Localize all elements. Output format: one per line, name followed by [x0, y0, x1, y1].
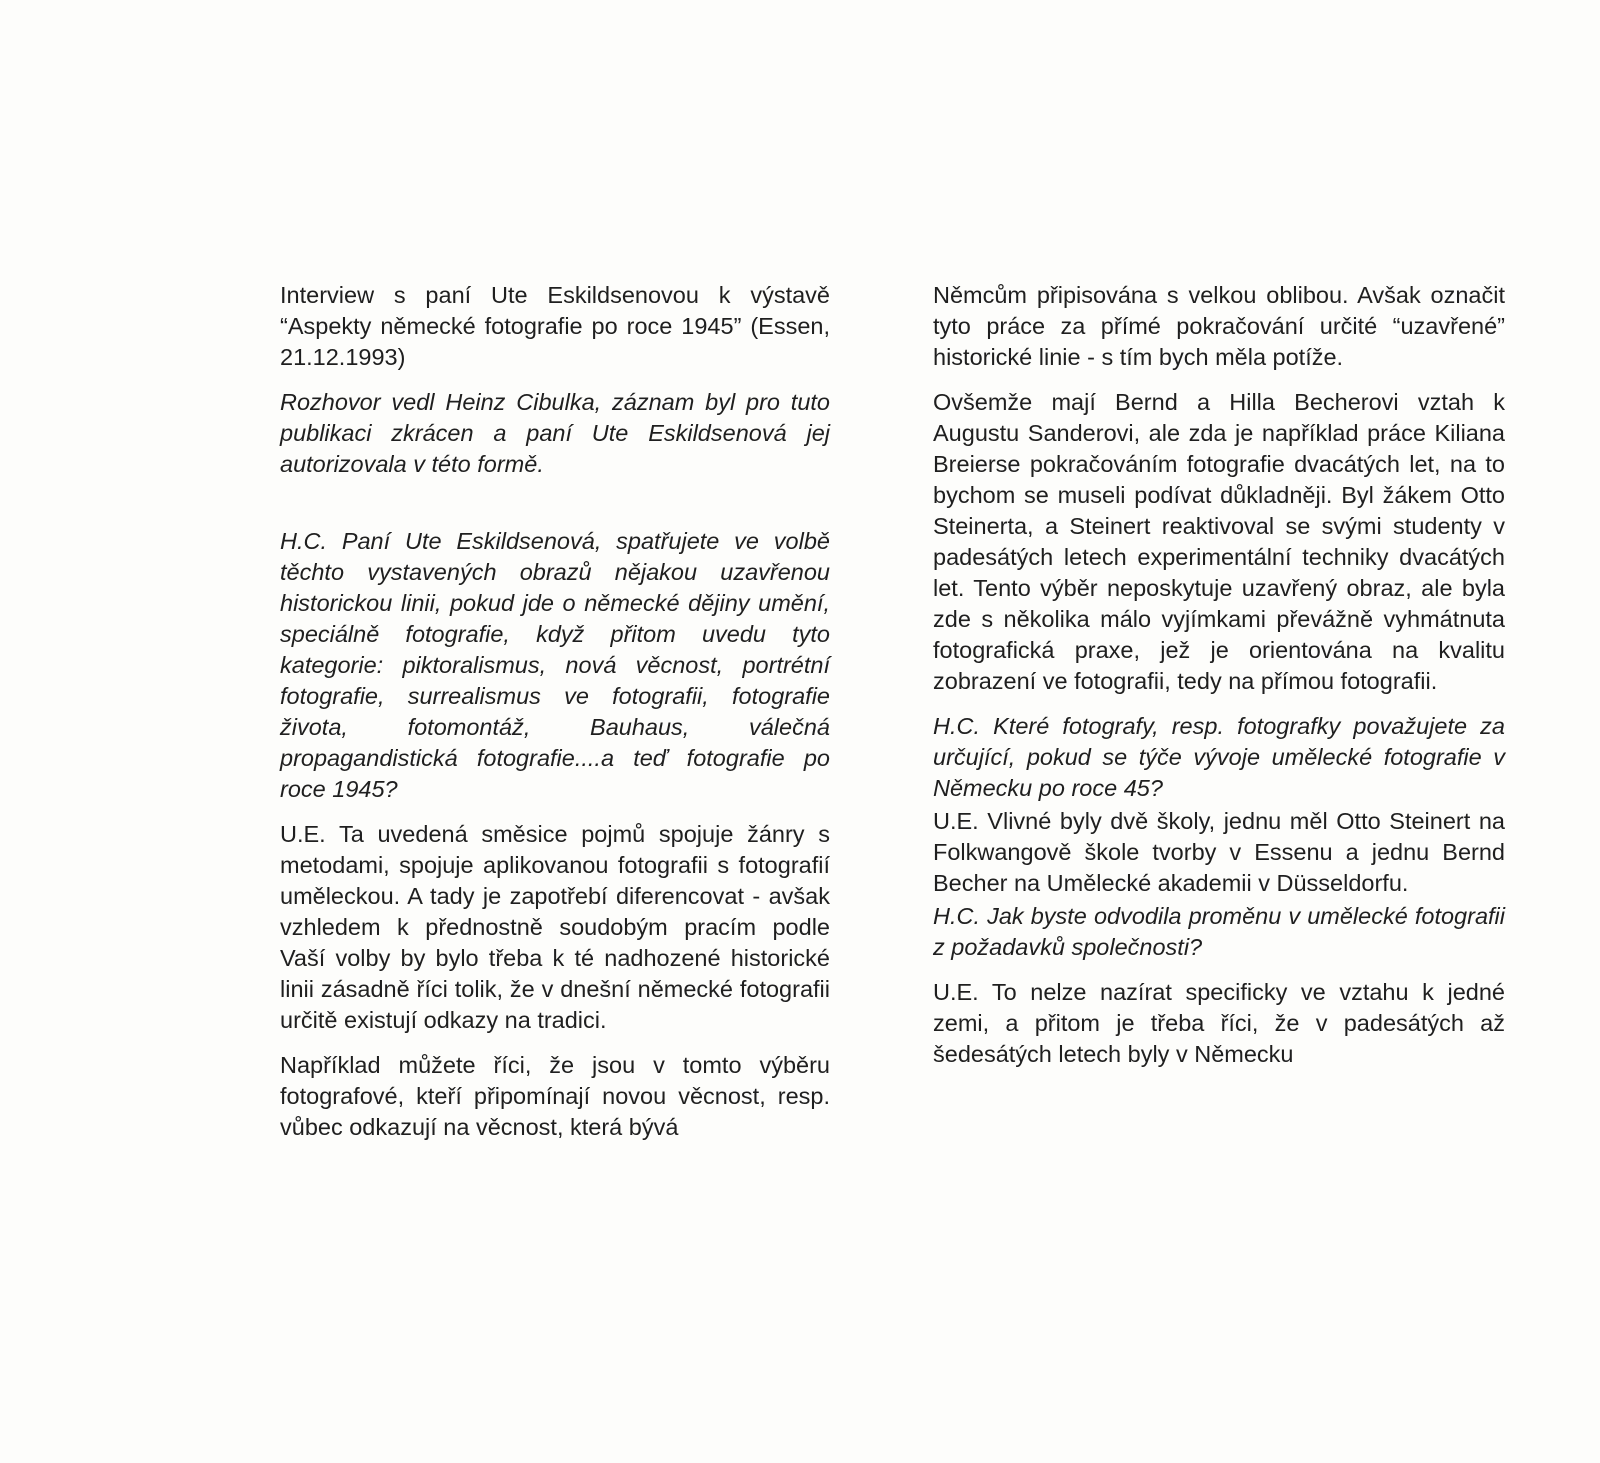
editor-note: Rozhovor vedl Heinz Cibulka, záznam byl pro tuto publikaci zkrácen a paní Ute Eskildsenová jej autorizovala v této formě. — [280, 389, 830, 477]
answer-1: U.E. Ta uvedená směsice pojmů spojuje žánry s metodami, spojuje aplikovanou fotografii s fotografií uměleckou. A tady je zapotřebí diferencovat - avšak vzhledem k přednostně soudobým pracím podle Vaší volby by bylo třeba k té nadhozené historické linii zásadně říci tolik, že v dnešní německé fotografii určitě existují odkazy na tradici. — [280, 821, 830, 1033]
question-2: H.C. Které fotografy, resp. fotografky považujete za určující, pokud se týče vývoje umělecké fotografie v Německu po roce 45? — [933, 713, 1505, 801]
question-3: H.C. Jak byste odvodila proměnu v umělecké fotografii z požadavků společnosti? — [933, 903, 1505, 960]
answer-1-paragraph: Ovšemže mají Bernd a Hilla Becherovi vztah k Augustu Sanderovi, ale zda je například práce Kiliana Breierse pokračováním fotografie dvacátých let, na to bychom se museli podívat důkladněji. Byl žákem Otto Steinerta, a Steinert reaktivoval se svými studenty v padesátých letech experimentální techniky dvacátých let. Tento výběr neposkytuje uzavřený obraz, ale byla zde s několika málo vyjímkami převážně vyhmátnuta fotografická praxe, jež je orientována na kvalitu zobrazení ve fotografii, tedy na přímou fotografii. — [933, 389, 1505, 694]
interview-heading: Interview s paní Ute Eskildsenovou k výstavě “Aspekty německé fotografie po roce 1945” (Essen, 21.12.1993) — [280, 282, 830, 370]
left-text-column — [280, 280, 830, 1157]
answer-1-end: Němcům připisována s velkou oblibou. Avšak označit tyto práce za přímé pokračování určité “uzavřené” historické linie - s tím bych měla potíže. — [933, 282, 1505, 370]
answer-2: U.E. Vlivné byly dvě školy, jednu měl Otto Steinert na Folkwangově škole tvorby v Essenu a jednu Bernd Becher na Umělecké akademii v Düsseldorfu. — [933, 808, 1505, 896]
answer-1-continued: Například můžete říci, že jsou v tomto výběru fotografové, kteří připomínají novou věcnost, resp. vůbec odkazují na věcnost, která bývá — [280, 1052, 830, 1140]
right-text-column — [933, 280, 1505, 1084]
question-1: H.C. Paní Ute Eskildsenová, spatřujete ve volbě těchto vystavených obrazů nějakou uzavřenou historickou linii, pokud jde o německé dějiny umění, speciálně fotografie, když přitom uvedu tyto kategorie: piktoralismus, nová věcnost, portrétní fotografie, surrealismus ve fotografii, fotografie života, fotomontáž, Bauhaus, válečná propagandistická fotografie....a teď fotografie po roce 1945? — [280, 528, 830, 802]
answer-3: U.E. To nelze nazírat specificky ve vztahu k jedné zemi, a přitom je třeba říci, že v padesátých až šedesátých letech byly v Německu — [933, 979, 1505, 1067]
